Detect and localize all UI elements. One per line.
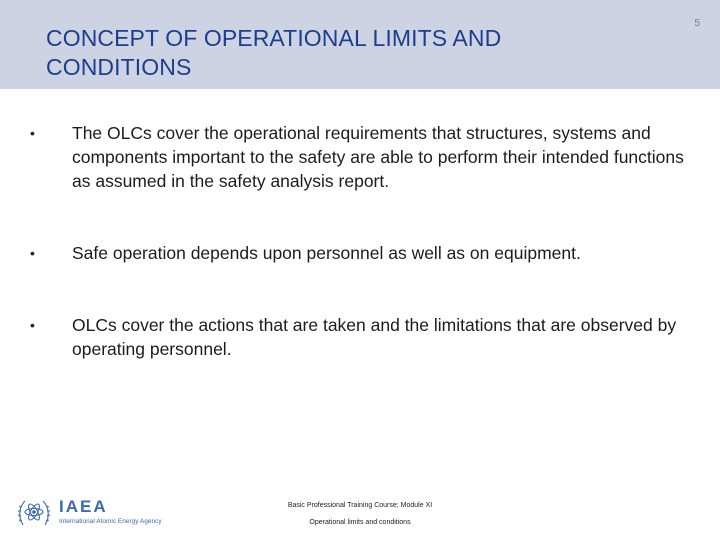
footer-topic: Operational limits and conditions <box>309 519 411 526</box>
logo-wordmark: IAEA <box>59 497 108 516</box>
bullet-text: OLCs cover the actions that are taken and the limitations that are observed by operating personnel. <box>72 315 677 359</box>
bullet-item <box>30 241 700 265</box>
bullet-list <box>30 121 700 361</box>
logo-subtitle: International Atomic Energy Agency <box>59 518 162 525</box>
bullet-text: The OLCs cover the operational requirements that structures, systems and components important to the safety are able to perform their intended functions as assumed in the safety analysis report. <box>72 123 684 191</box>
bullet-marker: • <box>30 245 35 261</box>
iaea-logo <box>16 495 186 531</box>
bullet-item <box>30 121 700 193</box>
iaea-emblem-icon <box>16 495 52 531</box>
bullet-item <box>30 313 700 361</box>
bullet-text: Safe operation depends upon personnel as well as on equipment. <box>72 243 581 263</box>
bullet-marker: • <box>30 317 35 333</box>
slide-title: CONCEPT OF OPERATIONAL LIMITS AND CONDITIONS <box>46 25 502 80</box>
footer-course: Basic Professional Training Course; Module XI <box>287 502 433 509</box>
slide-number: 5 <box>694 18 700 29</box>
header-band <box>0 0 720 89</box>
bullet-marker: • <box>30 125 35 141</box>
